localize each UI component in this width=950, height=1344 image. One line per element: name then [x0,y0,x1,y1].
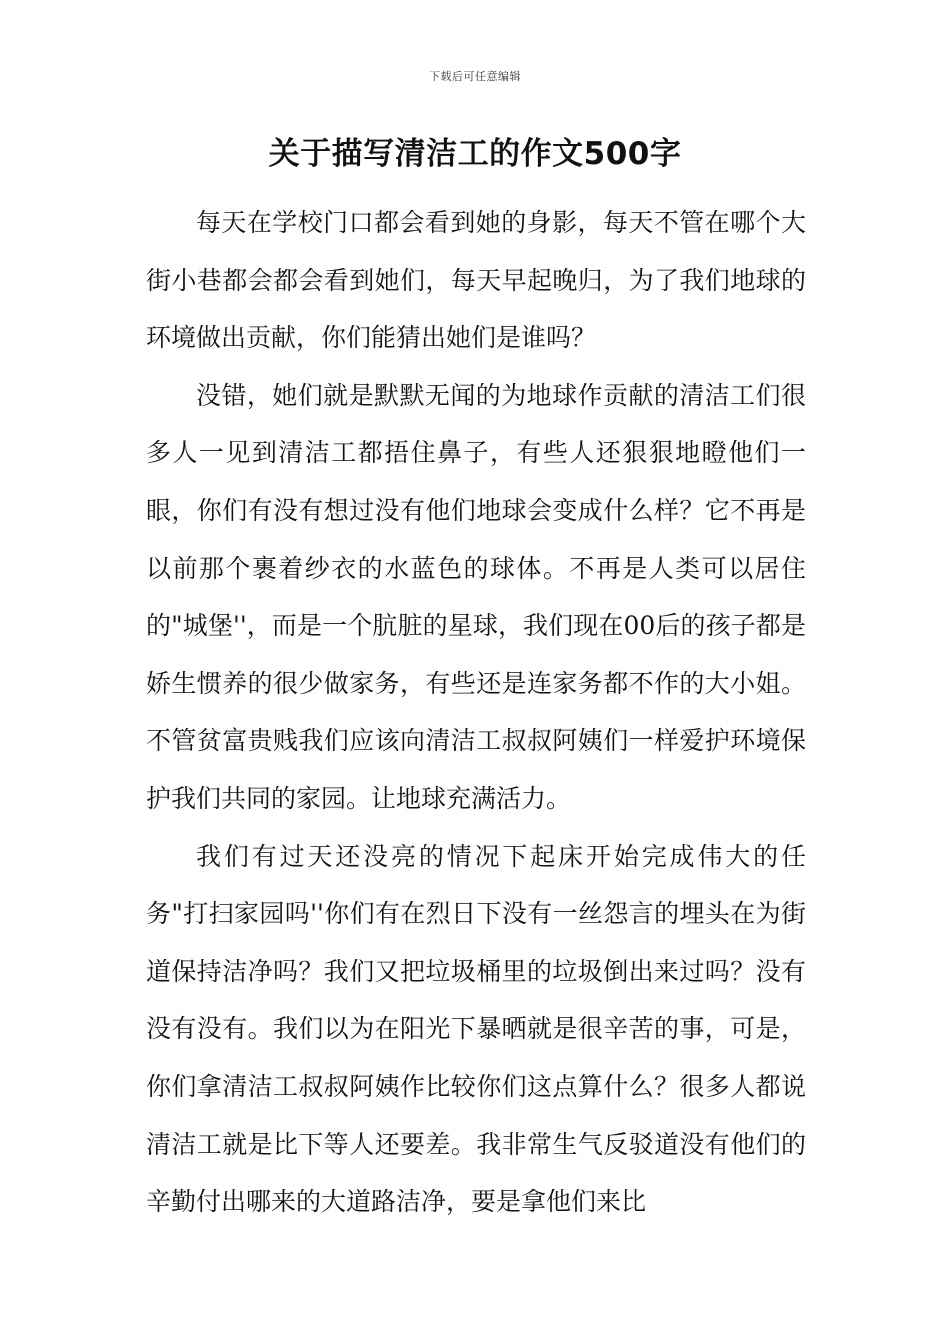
paragraph-3: 我们有过天还没亮的情况下起床开始完成伟大的任务"打扫家园吗''你们有在烈日下没有一丝怨言的埋头在为街道保持洁净吗？我们又把垃圾桶里的垃圾倒出来过吗？没有没有没有。我们以为在阳光下暴晒就是很辛苦的事，可是，你们拿清洁工叔叔阿姨作比较你们这点算什么？很多人都说清洁工就是比下等人还要差。我非常生气反驳道没有他们的辛勤付出哪来的大道路洁净，要是拿他们来比 [146,841,806,1217]
document-title: 关于描写清洁工的作文500字 [268,136,682,172]
paragraph-2: 没错，她们就是默默无闻的为地球作贡献的清洁工们很多人一见到清洁工都捂住鼻子，有些人还狠狠地瞪他们一眼，你们有没有想过没有他们地球会变成什么样？它不再是以前那个裹着纱衣的水蓝色的球体。不再是人类可以居住的"城堡''，而是一个肮脏的星球，我们现在00后的孩子都是娇生惯养的很少做家务，有些还是连家务都不作的大小姐。不管贫富贵贱我们应该向清洁工叔叔阿姨们一样爱护环境保护我们共同的家园。让地球充满活力。 [146,380,806,813]
paragraph-1: 每天在学校门口都会看到她的身影，每天不管在哪个大街小巷都会都会看到她们，每天早起晚归，为了我们地球的环境做出贡献，你们能猜出她们是谁吗？ [146,208,806,353]
essay-body [146,194,806,1231]
header-note: 下载后可任意编辑 [429,70,521,83]
